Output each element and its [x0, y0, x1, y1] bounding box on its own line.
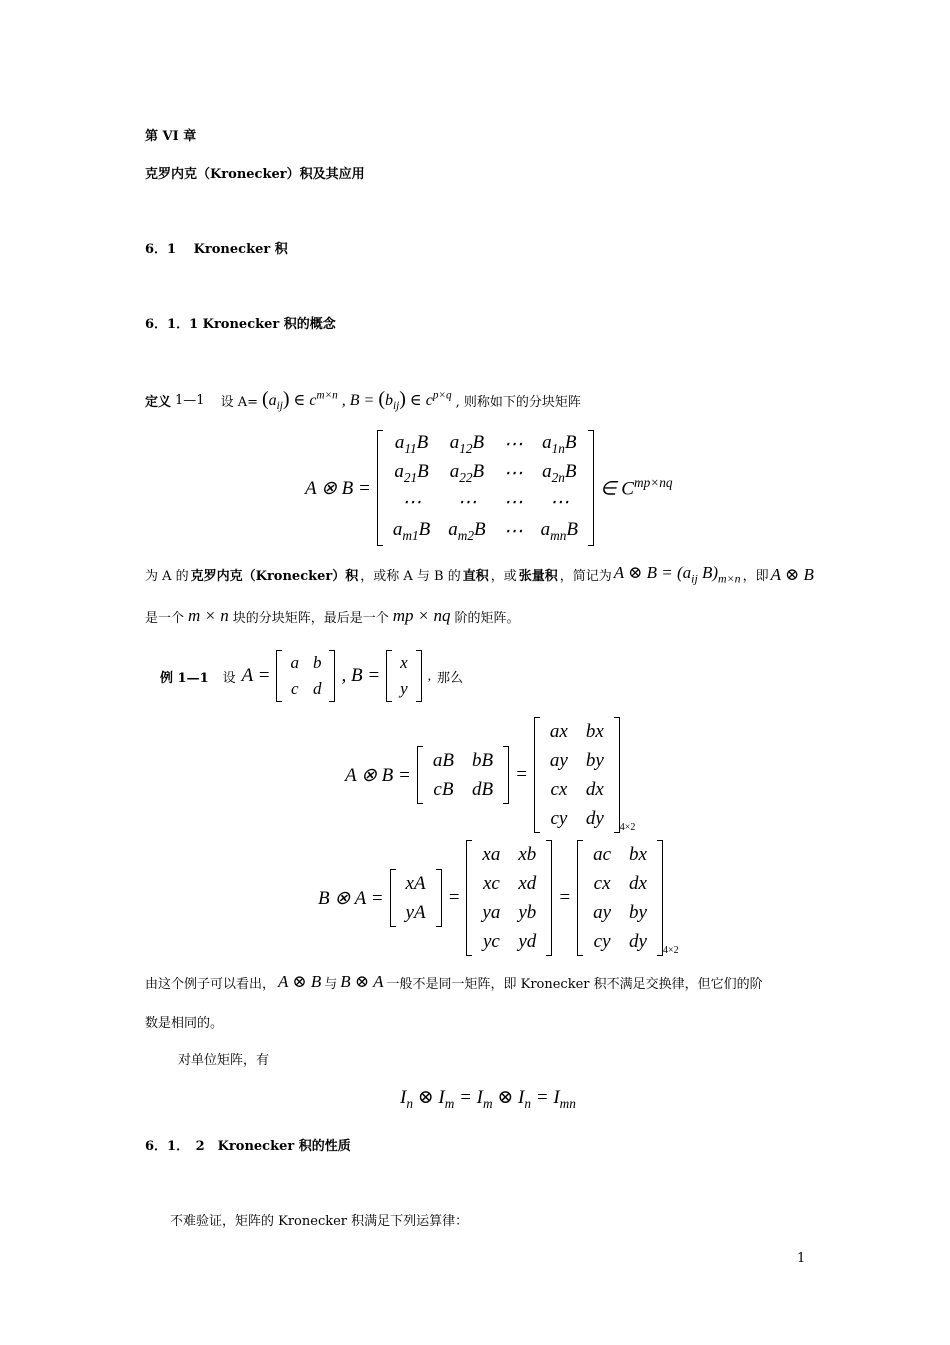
paragraph-definition	[145, 563, 814, 586]
matrix-cell: dx	[629, 872, 647, 894]
matrix-row	[473, 869, 545, 898]
paragraph-block-size	[145, 606, 520, 626]
matrix-row	[384, 430, 587, 459]
matrix-row	[584, 840, 656, 869]
matrix-cell: ax	[549, 720, 568, 742]
matrix-b	[386, 650, 422, 702]
matrix-cell: yb	[518, 901, 537, 923]
para2-text-2: 块的分块矩阵，最后是一个	[232, 610, 389, 626]
matrix-cell: xc	[482, 872, 500, 894]
matrix-cell: $a_{m1}B$	[392, 519, 431, 543]
matrix-row	[541, 746, 613, 775]
matrix-cell: dy	[585, 807, 604, 829]
a-kron-b-inline: A ⊗ B	[278, 972, 322, 991]
matrix-row	[393, 650, 415, 676]
matrix-cell: cy	[550, 807, 568, 829]
matrix-cell: ay	[549, 749, 568, 771]
definition-formula: $(a_{ij})$ ∈ $c^{m\times n}$ , $B = (b_{ij})$ ∈ $c^{p\times q}$	[261, 388, 452, 413]
definition-label: 定义	[145, 394, 172, 410]
example-definitions: A = a b c d , B = x y ,	[242, 650, 431, 702]
matrix-cell: by	[585, 749, 604, 771]
chapter-number: 第 VI 章	[145, 129, 197, 144]
matrix-cell: y	[400, 679, 408, 698]
matrix-cell: ⋯	[402, 492, 422, 513]
matrix-cell: xA	[405, 872, 426, 894]
definition-line	[145, 388, 581, 412]
para1-text-8: ，即	[742, 569, 769, 585]
size-label-2: 4×2	[662, 945, 679, 956]
para1-text-3: ，或称 A 与 B 的	[360, 569, 461, 585]
matrix-b-kron-a-expanded	[466, 840, 552, 956]
matrix-cell: ay	[593, 901, 612, 923]
matrix-cell: x	[400, 653, 408, 672]
term-direct-product: 直积	[462, 569, 489, 585]
matrix-cell: cy	[593, 930, 611, 952]
matrix-cell: bx	[629, 843, 647, 865]
matrix-cell: d	[312, 679, 322, 698]
term-kronecker-product: 克罗内克（Kronecker）积	[190, 569, 359, 585]
b-kron-a-inline: B ⊗ A	[340, 972, 384, 991]
matrix-row	[541, 775, 613, 804]
matrix-row	[473, 927, 545, 956]
matrix-row	[424, 746, 502, 775]
matrix-cell: yc	[482, 930, 500, 952]
matrix-row	[541, 717, 613, 746]
matrix-row	[584, 898, 656, 927]
matrix-cell: ac	[593, 843, 612, 865]
matrix-row	[283, 650, 328, 676]
example-label: 例 1—1	[160, 670, 209, 686]
matrix-cell: yA	[405, 901, 426, 923]
matrix-cell: aB	[432, 749, 454, 771]
definition-set-text: 设 A=	[220, 394, 258, 410]
matrix-cell: bB	[471, 749, 494, 771]
matrix-row	[473, 840, 545, 869]
example-set-text: 设	[222, 670, 236, 686]
matrix-row	[283, 676, 328, 702]
page-number: 1	[797, 1251, 806, 1266]
matrix-b-kron-a-result	[577, 840, 663, 956]
definition-tail-text: , 则称如下的分块矩阵	[455, 394, 581, 410]
size-label-1: 4×2	[619, 822, 636, 833]
definition-equation: A ⊗ B = $a_{11}B$ $a_{12}B$ ⋯ $a_{1n}B$ $a_{21}B$ $a_{22}B$ ⋯ $a_{2n}B$ ⋯ ⋯ ⋯ ⋯ $a_{m1}B$ $a_{m2}B$ ⋯ $a_{mn}B$ ∈ $C^{mp\times nq}$	[305, 430, 673, 546]
para1-text-5: ，或	[490, 569, 517, 585]
matrix-cell: $a_{21}B$	[394, 461, 429, 485]
term-tensor-product: 张量积	[518, 569, 558, 585]
section-6-1-heading: 6．1 Kronecker 积	[145, 242, 288, 257]
example-then-text: 那么	[436, 670, 463, 686]
paragraph-noncommutative	[145, 972, 763, 992]
matrix-cell: ⋯	[503, 434, 523, 455]
matrix-cell: cx	[593, 872, 611, 894]
matrix-b-blocks	[390, 869, 442, 927]
matrix-cell: yd	[518, 930, 537, 952]
matrix-cell: xd	[518, 872, 537, 894]
matrix-row	[584, 927, 656, 956]
closing-paragraph: 不难验证，矩阵的 Kronecker 积满足下列运算律：	[170, 1214, 469, 1229]
a-kron-b-symbol: A ⊗ B	[770, 564, 814, 584]
matrix-cell: $a_{m2}B$	[448, 519, 486, 543]
matrix-cell: a	[290, 653, 299, 672]
matrix-cell: cx	[550, 778, 568, 800]
matrix-cell: b	[312, 653, 322, 672]
matrix-row	[384, 488, 587, 517]
matrix-cell: cB	[433, 778, 454, 800]
matrix-row	[541, 804, 613, 833]
matrix-row	[393, 676, 415, 702]
matrix-row	[384, 517, 587, 546]
matrix-cell: ⋯	[503, 463, 523, 484]
matrix-cell: ya	[482, 901, 501, 923]
matrix-cell: dx	[585, 778, 604, 800]
matrix-cell: ⋯	[549, 492, 569, 513]
section-6-1-1-heading: 6．1．1 Kronecker 积的概念	[145, 317, 336, 332]
matrix-row	[397, 898, 435, 927]
matrix-cell: xb	[518, 843, 537, 865]
matrix-cell: c	[290, 679, 299, 698]
para1-text-1: 为 A 的	[145, 569, 189, 585]
matrix-a-kron-b-result	[534, 717, 620, 833]
kronecker-block-matrix	[377, 430, 594, 546]
para3-text-3: 一般不是同一矩阵，即 Kronecker 积不满足交换律，但它们的阶	[386, 976, 763, 992]
matrix-row	[473, 898, 545, 927]
matrix-cell: $a_{22}B$	[449, 461, 485, 485]
identity-intro: 对单位矩阵，有	[178, 1053, 270, 1068]
matrix-cell: $a_{11}B$	[394, 432, 429, 456]
matrix-cell: dy	[629, 930, 647, 952]
section-6-1-2-heading: 6．1． 2 Kronecker 积的性质	[145, 1139, 351, 1154]
matrix-cell: $a_{2n}B$	[542, 461, 577, 485]
short-notation-formula: A ⊗ $B = (a_{ij}$ $B)_{m\times n}$	[613, 563, 741, 586]
definition-number: 1—1	[175, 392, 205, 408]
equation-b-kron-a: B ⊗ A = xA yA = xa xb xc xd ya yb yc yd = ac bx cx dx ay by cy dy 4×2	[318, 840, 679, 956]
example-line	[160, 650, 463, 702]
matrix-cell: $a_{12}B$	[449, 432, 485, 456]
matrix-cell: by	[629, 901, 647, 923]
para3-text-1: 由这个例子可以看出，	[145, 976, 276, 992]
matrix-cell: $a_{1n}B$	[542, 432, 577, 456]
matrix-row	[384, 459, 587, 488]
matrix-row	[584, 869, 656, 898]
matrix-cell: ⋯	[503, 492, 523, 513]
matrix-cell: bx	[585, 720, 604, 742]
para3-text-2: 与	[324, 976, 338, 992]
m-by-n-symbol: m × n	[188, 606, 229, 625]
para2-text-1: 是一个	[145, 610, 185, 626]
matrix-cell: $a_{mn}B$	[540, 519, 578, 543]
matrix-cell: ⋯	[457, 492, 477, 513]
matrix-a	[276, 650, 335, 702]
matrix-cell: xa	[482, 843, 501, 865]
para2-text-3: 阶的矩阵。	[454, 610, 520, 626]
chapter-title: 克罗内克（Kronecker）积及其应用	[145, 167, 365, 182]
matrix-row	[397, 869, 435, 898]
matrix-cell: ⋯	[503, 521, 523, 542]
identity-equation: $I_n$ ⊗ $I_m = I_m$ ⊗ $I_n = I_{mn}$	[400, 1087, 576, 1111]
matrix-row	[424, 775, 502, 804]
paragraph-noncommutative-cont: 数是相同的。	[145, 1016, 224, 1031]
matrix-a-blocks	[417, 746, 509, 804]
equation-a-kron-b: A ⊗ B = aB bB cB dB = ax bx ay by cx dx cy dy 4×2	[345, 717, 635, 833]
matrix-cell: dB	[471, 778, 494, 800]
mp-by-nq-symbol: mp × nq	[392, 606, 451, 625]
para1-text-7: ，简记为	[559, 569, 612, 585]
